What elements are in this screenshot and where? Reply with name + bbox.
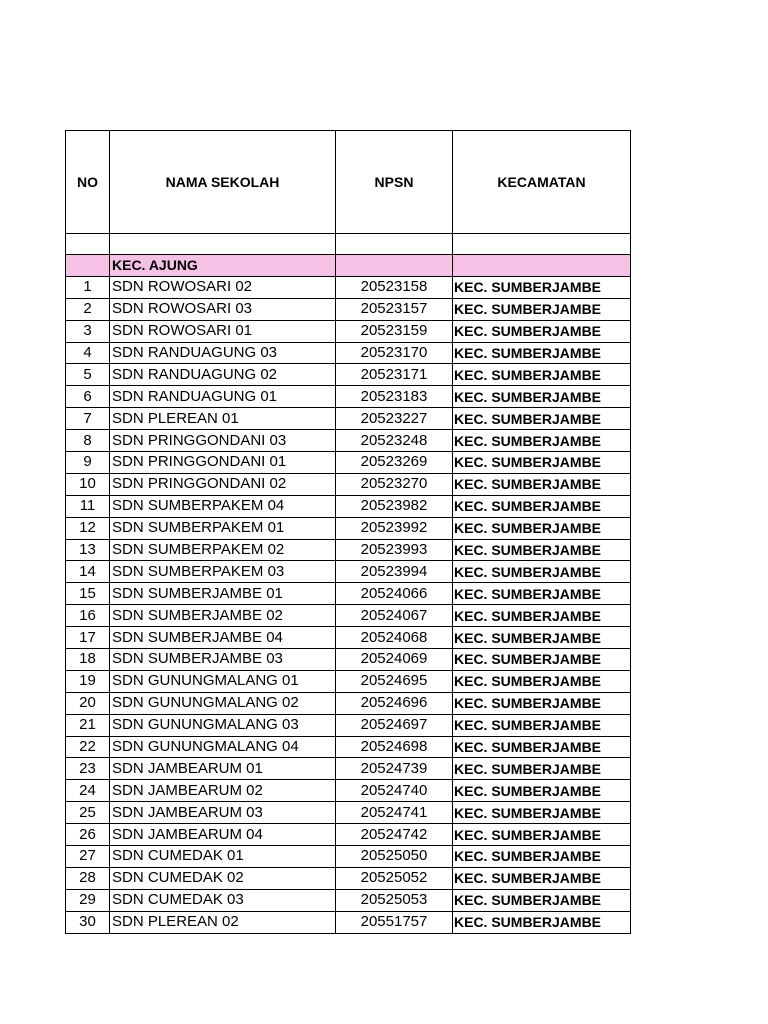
school-name: SDN JAMBEARUM 02: [110, 780, 336, 802]
header-npsn: NPSN: [336, 131, 453, 234]
kecamatan-value: KEC. SUMBERJAMBE: [453, 408, 631, 430]
row-number: 2: [66, 298, 110, 320]
row-number: 4: [66, 342, 110, 364]
table-row: [66, 802, 631, 824]
school-list-sheet: [65, 130, 631, 934]
npsn-value: 20524695: [336, 670, 453, 692]
kecamatan-value: KEC. SUMBERJAMBE: [453, 758, 631, 780]
school-name: SDN JAMBEARUM 04: [110, 824, 336, 846]
table-row: [66, 627, 631, 649]
school-name: SDN GUNUNGMALANG 03: [110, 714, 336, 736]
row-number: 13: [66, 539, 110, 561]
npsn-value: 20523994: [336, 561, 453, 583]
school-name: SDN SUMBERPAKEM 04: [110, 495, 336, 517]
npsn-value: 20523993: [336, 539, 453, 561]
npsn-value: 20523170: [336, 342, 453, 364]
empty-cell: [453, 234, 631, 255]
kecamatan-value: KEC. SUMBERJAMBE: [453, 802, 631, 824]
school-name: SDN JAMBEARUM 03: [110, 802, 336, 824]
table-row: [66, 911, 631, 933]
school-name: SDN CUMEDAK 03: [110, 889, 336, 911]
table-row: [66, 495, 631, 517]
npsn-value: 20523992: [336, 517, 453, 539]
header-row: [66, 131, 631, 234]
school-name: SDN SUMBERJAMBE 01: [110, 583, 336, 605]
npsn-value: 20523270: [336, 473, 453, 495]
npsn-value: 20525050: [336, 846, 453, 868]
school-name: SDN GUNUNGMALANG 02: [110, 692, 336, 714]
kecamatan-value: KEC. SUMBERJAMBE: [453, 780, 631, 802]
school-name: SDN ROWOSARI 02: [110, 276, 336, 298]
school-name: SDN RANDUAGUNG 03: [110, 342, 336, 364]
kecamatan-value: KEC. SUMBERJAMBE: [453, 889, 631, 911]
kecamatan-value: KEC. SUMBERJAMBE: [453, 714, 631, 736]
school-name: SDN SUMBERPAKEM 01: [110, 517, 336, 539]
row-number: 26: [66, 824, 110, 846]
table-row: [66, 386, 631, 408]
kecamatan-value: KEC. SUMBERJAMBE: [453, 539, 631, 561]
npsn-value: 20551757: [336, 911, 453, 933]
table-row: [66, 539, 631, 561]
npsn-value: 20523982: [336, 495, 453, 517]
row-number: 21: [66, 714, 110, 736]
npsn-value: 20523158: [336, 276, 453, 298]
table-row: [66, 276, 631, 298]
table-row: [66, 430, 631, 452]
kecamatan-value: KEC. SUMBERJAMBE: [453, 276, 631, 298]
school-name: SDN PLEREAN 01: [110, 408, 336, 430]
table-row: [66, 342, 631, 364]
kecamatan-value: KEC. SUMBERJAMBE: [453, 583, 631, 605]
row-number: 6: [66, 386, 110, 408]
kecamatan-value: KEC. SUMBERJAMBE: [453, 517, 631, 539]
npsn-value: 20524068: [336, 627, 453, 649]
section-cell-no: [66, 255, 110, 277]
header-kecamatan: KECAMATAN: [453, 131, 631, 234]
school-name: SDN SUMBERJAMBE 03: [110, 649, 336, 671]
school-name: SDN PRINGGONDANI 02: [110, 473, 336, 495]
kecamatan-value: KEC. SUMBERJAMBE: [453, 649, 631, 671]
table-row: [66, 736, 631, 758]
table-row: [66, 758, 631, 780]
school-name: SDN SUMBERJAMBE 04: [110, 627, 336, 649]
school-name: SDN PRINGGONDANI 03: [110, 430, 336, 452]
section-label: KEC. AJUNG: [110, 255, 336, 277]
school-name: SDN RANDUAGUNG 02: [110, 364, 336, 386]
kecamatan-value: KEC. SUMBERJAMBE: [453, 867, 631, 889]
row-number: 19: [66, 670, 110, 692]
npsn-value: 20523248: [336, 430, 453, 452]
kecamatan-value: KEC. SUMBERJAMBE: [453, 430, 631, 452]
kecamatan-value: KEC. SUMBERJAMBE: [453, 911, 631, 933]
kecamatan-value: KEC. SUMBERJAMBE: [453, 736, 631, 758]
npsn-value: 20524066: [336, 583, 453, 605]
table-row: [66, 408, 631, 430]
npsn-value: 20524697: [336, 714, 453, 736]
school-name: SDN CUMEDAK 01: [110, 846, 336, 868]
row-number: 10: [66, 473, 110, 495]
table-row: [66, 649, 631, 671]
table-row: [66, 889, 631, 911]
header-nama-sekolah: NAMA SEKOLAH: [110, 131, 336, 234]
table-row: [66, 517, 631, 539]
npsn-value: 20524698: [336, 736, 453, 758]
kecamatan-value: KEC. SUMBERJAMBE: [453, 692, 631, 714]
row-number: 22: [66, 736, 110, 758]
school-name: SDN PLEREAN 02: [110, 911, 336, 933]
row-number: 30: [66, 911, 110, 933]
table-row: [66, 670, 631, 692]
npsn-value: 20524742: [336, 824, 453, 846]
school-name: SDN JAMBEARUM 01: [110, 758, 336, 780]
section-cell-npsn: [336, 255, 453, 277]
table-row: [66, 692, 631, 714]
row-number: 12: [66, 517, 110, 539]
school-name: SDN RANDUAGUNG 01: [110, 386, 336, 408]
npsn-value: 20524741: [336, 802, 453, 824]
row-number: 3: [66, 320, 110, 342]
kecamatan-value: KEC. SUMBERJAMBE: [453, 452, 631, 474]
table-row: [66, 364, 631, 386]
table-row: [66, 583, 631, 605]
row-number: 5: [66, 364, 110, 386]
row-number: 18: [66, 649, 110, 671]
row-number: 29: [66, 889, 110, 911]
table-row: [66, 846, 631, 868]
row-number: 7: [66, 408, 110, 430]
kecamatan-value: KEC. SUMBERJAMBE: [453, 320, 631, 342]
kecamatan-value: KEC. SUMBERJAMBE: [453, 386, 631, 408]
row-number: 8: [66, 430, 110, 452]
table-row: [66, 320, 631, 342]
empty-cell: [66, 234, 110, 255]
school-table: [65, 130, 631, 934]
table-row: [66, 824, 631, 846]
school-name: SDN SUMBERPAKEM 03: [110, 561, 336, 583]
school-name: SDN ROWOSARI 01: [110, 320, 336, 342]
npsn-value: 20524739: [336, 758, 453, 780]
school-name: SDN ROWOSARI 03: [110, 298, 336, 320]
kecamatan-value: KEC. SUMBERJAMBE: [453, 846, 631, 868]
kecamatan-value: KEC. SUMBERJAMBE: [453, 364, 631, 386]
kecamatan-value: KEC. SUMBERJAMBE: [453, 342, 631, 364]
empty-cell: [110, 234, 336, 255]
table-row: [66, 780, 631, 802]
npsn-value: 20523183: [336, 386, 453, 408]
npsn-value: 20523227: [336, 408, 453, 430]
kecamatan-value: KEC. SUMBERJAMBE: [453, 298, 631, 320]
section-cell-kec: [453, 255, 631, 277]
row-number: 14: [66, 561, 110, 583]
row-number: 17: [66, 627, 110, 649]
row-number: 16: [66, 605, 110, 627]
row-number: 23: [66, 758, 110, 780]
kecamatan-value: KEC. SUMBERJAMBE: [453, 473, 631, 495]
row-number: 20: [66, 692, 110, 714]
empty-cell: [336, 234, 453, 255]
school-name: SDN GUNUNGMALANG 04: [110, 736, 336, 758]
header-no: NO: [66, 131, 110, 234]
table-row: [66, 452, 631, 474]
row-number: 25: [66, 802, 110, 824]
row-number: 11: [66, 495, 110, 517]
section-row: [66, 255, 631, 277]
row-number: 15: [66, 583, 110, 605]
row-number: 9: [66, 452, 110, 474]
table-row: [66, 298, 631, 320]
npsn-value: 20523269: [336, 452, 453, 474]
school-name: SDN SUMBERJAMBE 02: [110, 605, 336, 627]
school-name: SDN GUNUNGMALANG 01: [110, 670, 336, 692]
kecamatan-value: KEC. SUMBERJAMBE: [453, 670, 631, 692]
row-number: 28: [66, 867, 110, 889]
npsn-value: 20523157: [336, 298, 453, 320]
table-row: [66, 561, 631, 583]
npsn-value: 20523171: [336, 364, 453, 386]
kecamatan-value: KEC. SUMBERJAMBE: [453, 605, 631, 627]
table-row: [66, 473, 631, 495]
row-number: 1: [66, 276, 110, 298]
school-name: SDN CUMEDAK 02: [110, 867, 336, 889]
row-number: 24: [66, 780, 110, 802]
school-name: SDN SUMBERPAKEM 02: [110, 539, 336, 561]
npsn-value: 20523159: [336, 320, 453, 342]
npsn-value: 20524740: [336, 780, 453, 802]
npsn-value: 20524067: [336, 605, 453, 627]
row-number: 27: [66, 846, 110, 868]
table-row: [66, 714, 631, 736]
table-row: [66, 605, 631, 627]
kecamatan-value: KEC. SUMBERJAMBE: [453, 495, 631, 517]
npsn-value: 20524069: [336, 649, 453, 671]
empty-row: [66, 234, 631, 255]
table-row: [66, 867, 631, 889]
kecamatan-value: KEC. SUMBERJAMBE: [453, 824, 631, 846]
school-name: SDN PRINGGONDANI 01: [110, 452, 336, 474]
kecamatan-value: KEC. SUMBERJAMBE: [453, 561, 631, 583]
kecamatan-value: KEC. SUMBERJAMBE: [453, 627, 631, 649]
npsn-value: 20525053: [336, 889, 453, 911]
npsn-value: 20524696: [336, 692, 453, 714]
npsn-value: 20525052: [336, 867, 453, 889]
